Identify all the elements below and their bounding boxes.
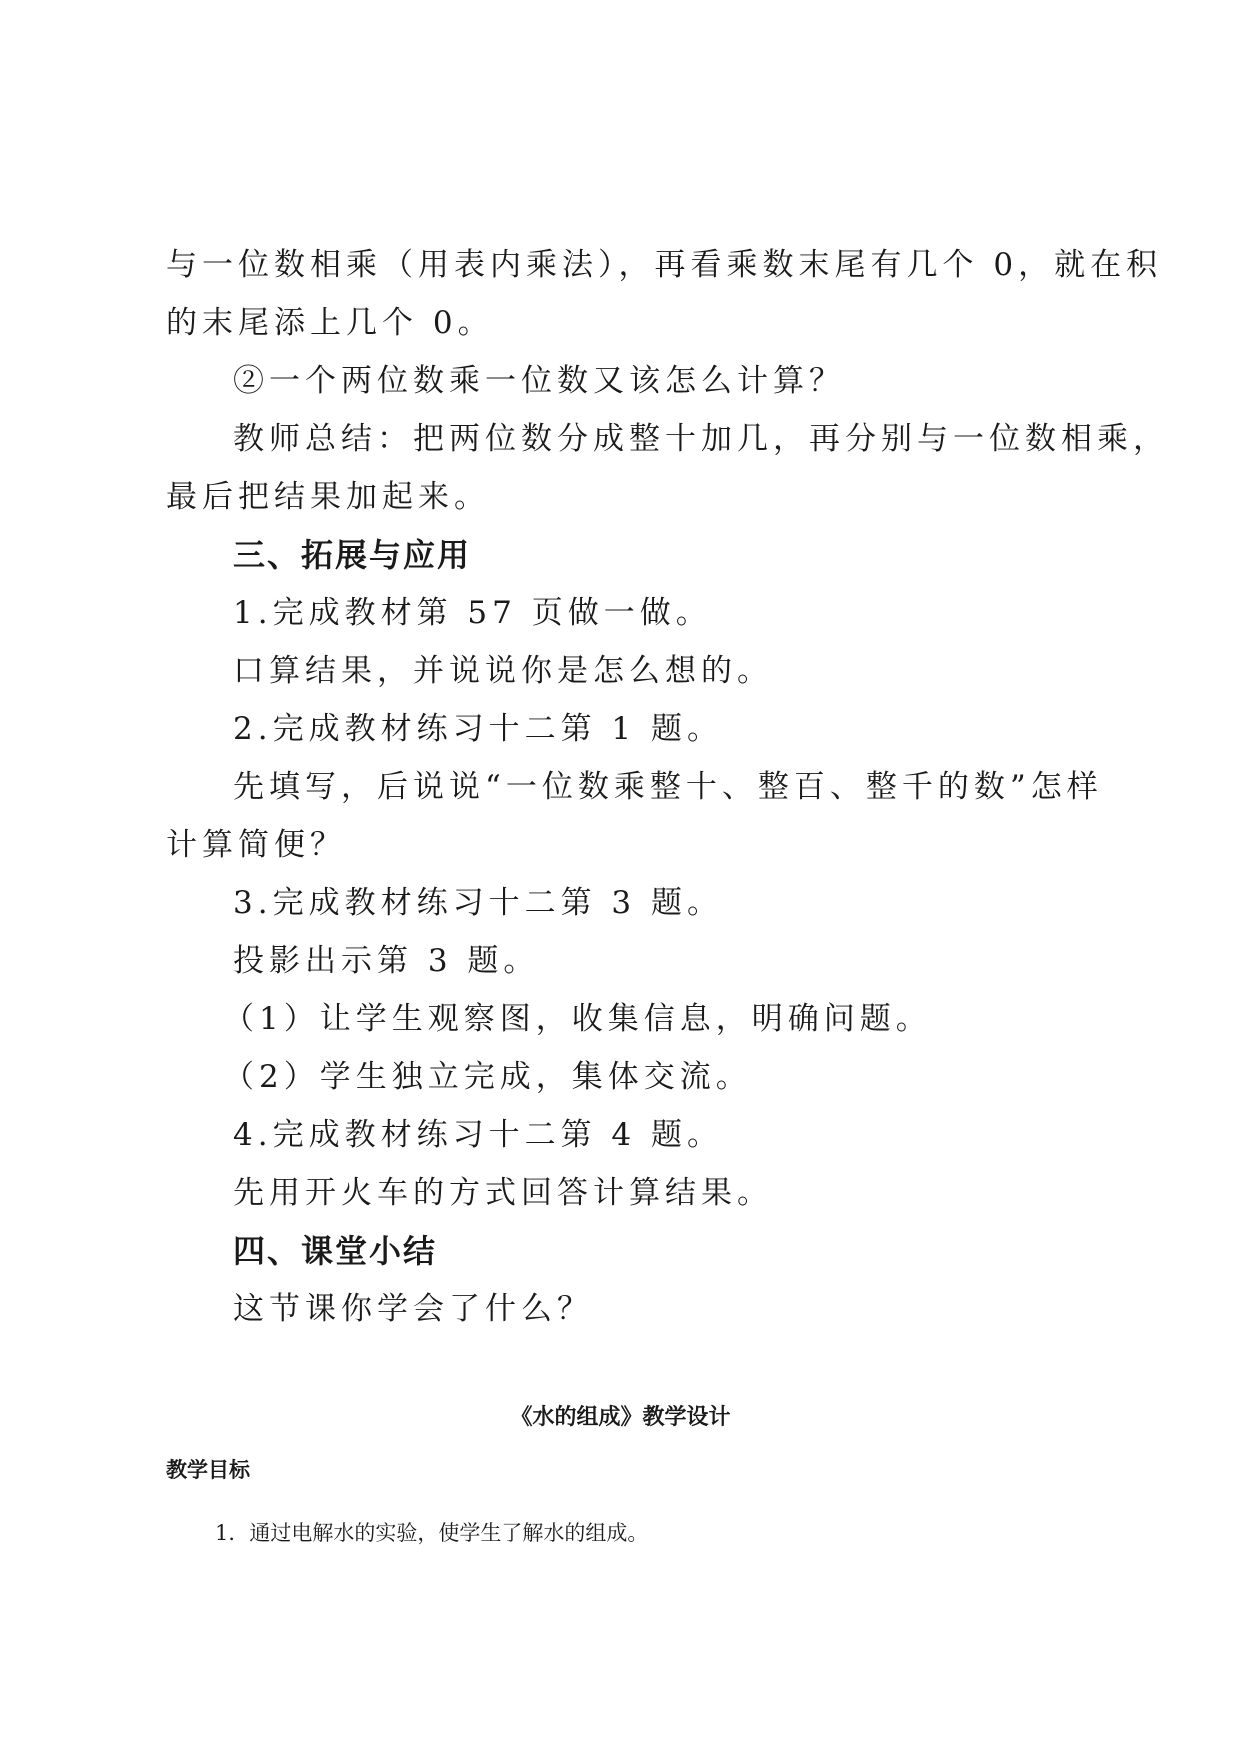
section-heading-summary: 四、课堂小结 (233, 1232, 438, 1270)
exercise-note: 口算结果，并说说你是怎么想的。 (233, 653, 773, 689)
exercise-note: 先填写，后说说“一位数乘整十、整百、整千的数”怎样 (233, 769, 1103, 805)
exercise-note: 先用开火车的方式回答计算结果。 (233, 1175, 773, 1211)
next-document-title: 《水的组成》教学设计 (510, 1405, 731, 1430)
teacher-summary-line: 最后把结果加起来。 (166, 479, 490, 515)
exercise-note: 计算简便？ (166, 827, 346, 863)
teaching-goal-item: 1．通过电解水的实验，使学生了解水的组成。 (215, 1521, 649, 1545)
exercise-subitem: （2）学生独立完成，集体交流。 (223, 1059, 752, 1095)
paragraph-line: 的末尾添上几个 0。 (166, 305, 494, 341)
exercise-item: 2.完成教材练习十二第 1 题。 (233, 711, 724, 747)
exercise-note: 投影出示第 3 题。 (233, 943, 540, 979)
summary-question: 这节课你学会了什么？ (233, 1291, 593, 1327)
exercise-item: 1.完成教材第 57 页做一做。 (233, 595, 712, 631)
exercise-item: 3.完成教材练习十二第 3 题。 (233, 885, 724, 921)
teacher-summary-line: 教师总结：把两位数分成整十加几，再分别与一位数相乘， (233, 421, 1169, 457)
exercise-subitem: （1）让学生观察图，收集信息，明确问题。 (223, 1001, 932, 1037)
exercise-item: 4.完成教材练习十二第 4 题。 (233, 1117, 724, 1153)
paragraph-line: 与一位数相乘（用表内乘法），再看乘数末尾有几个 0，就在积 (166, 247, 1163, 283)
teaching-goals-heading: 教学目标 (166, 1458, 250, 1482)
section-heading-extension: 三、拓展与应用 (233, 536, 472, 574)
question-line: ②一个两位数乘一位数又该怎么计算？ (233, 363, 845, 399)
